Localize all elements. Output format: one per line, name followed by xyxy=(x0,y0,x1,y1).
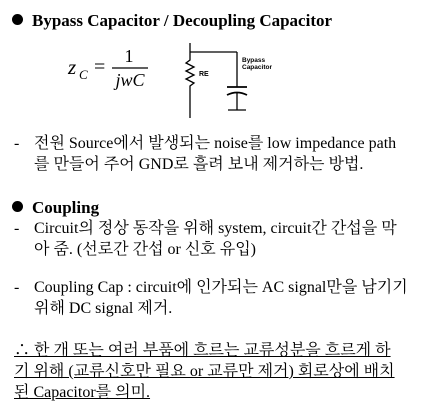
formula-subscript: C xyxy=(79,67,88,82)
formula-numerator: 1 xyxy=(124,46,134,66)
coupling-description-1-line2: 아 줌. (선로간 간섭 or 신호 유입) xyxy=(34,241,257,258)
coupling-description-1 xyxy=(14,218,439,260)
impedance-formula xyxy=(66,42,166,90)
formula-denominator: jwC xyxy=(115,70,145,90)
conclusion-line1: ∴ 한 개 또는 여러 부품에 흐르는 교류성분을 흐르게 하 xyxy=(14,342,391,359)
bypass-description-text xyxy=(34,133,396,175)
coupling-description-2-text xyxy=(34,277,408,319)
capacitor-label-line2: Capacitor xyxy=(242,64,272,71)
bypass-circuit-diagram xyxy=(175,40,280,118)
resistor-label: RE xyxy=(199,71,209,78)
coupling-description-2-line2: 위해 DC signal 제거. xyxy=(34,300,173,317)
coupling-description-1-line1: Circuit의 정상 동작을 위해 system, circuit간 간섭을 막 xyxy=(34,220,397,237)
conclusion-line2: 기 위해 (교류신호만 필요 or 교류만 제거) 회로상에 배치 xyxy=(14,363,395,380)
bullet-icon xyxy=(12,201,23,212)
conclusion-line3: 된 Capacitor를 의미. xyxy=(14,384,151,401)
dash-marker: - xyxy=(14,279,20,296)
bullet-icon xyxy=(12,14,23,25)
bypass-description xyxy=(14,133,439,175)
bypass-description-line1: 전원 Source에서 발생되는 noise를 low impedance path xyxy=(34,135,397,152)
dash-marker: - xyxy=(14,220,20,237)
formula-equals: = xyxy=(94,56,106,78)
bypass-heading-text: Bypass Capacitor / Decoupling Capacitor xyxy=(32,11,333,30)
bypass-heading xyxy=(12,11,332,31)
coupling-description-1-text xyxy=(34,218,397,260)
conclusion-block xyxy=(14,340,395,403)
coupling-heading xyxy=(12,198,99,218)
coupling-heading-text: Coupling xyxy=(32,198,100,217)
coupling-description-2-line1: Coupling Cap : circuit에 인가되는 AC signal만을 남기기 xyxy=(34,279,408,296)
dash-marker: - xyxy=(14,135,20,152)
bypass-description-line2: 를 만들어 주어 GND로 흘려 보내 제거하는 방법. xyxy=(34,156,364,173)
capacitor-label-line1: Bypass xyxy=(242,57,266,64)
coupling-description-2 xyxy=(14,277,439,319)
resistor-icon xyxy=(186,52,194,118)
formula-z: z xyxy=(68,55,77,79)
